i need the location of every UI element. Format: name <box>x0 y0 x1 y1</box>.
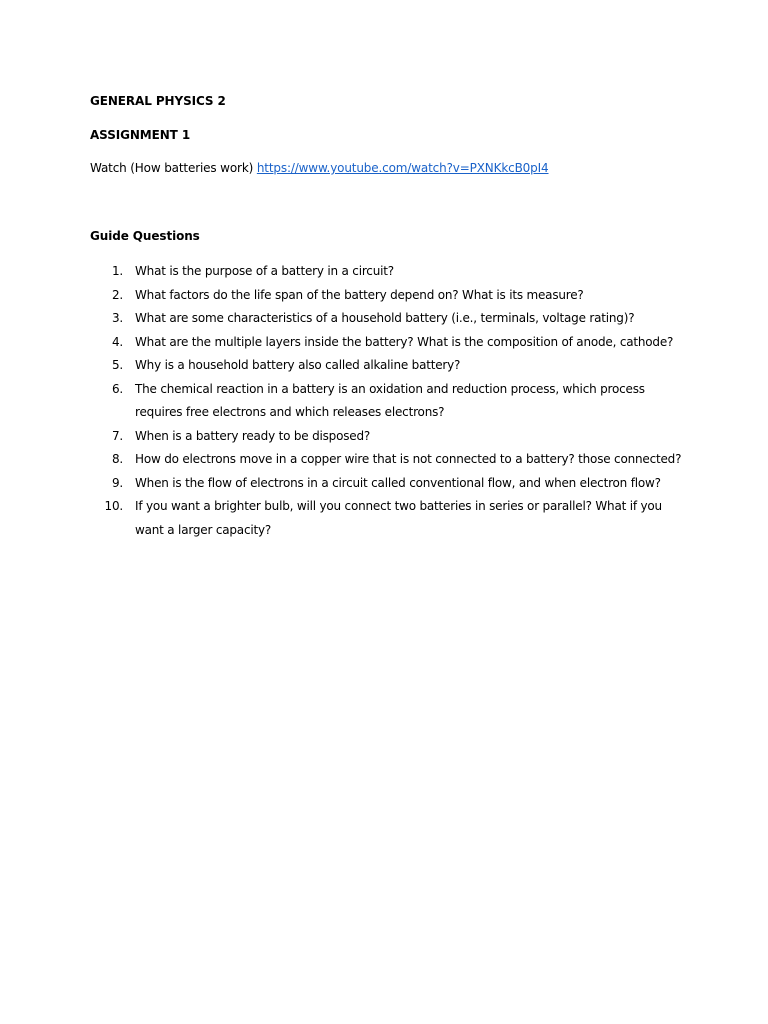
assignment-title: ASSIGNMENT 1 <box>90 128 191 142</box>
question-number: 9. <box>111 475 123 490</box>
question-item <box>90 378 690 425</box>
question-text: What are the multiple layers inside the battery? What is the composition of anode, cathode? <box>135 334 674 349</box>
question-number: 3. <box>111 311 123 325</box>
question-text: What is the purpose of a battery in a circuit? <box>135 264 394 278</box>
question-number: 4. <box>111 334 123 349</box>
question-text: If you want a brighter bulb, will you connect two batteries in series or parallel? What if you want a larger capacity? <box>135 499 662 537</box>
question-text: Why is a household battery also called alkaline battery? <box>135 358 461 372</box>
question-text: When is the flow of electrons in a circuit called conventional flow, and when electron flow? <box>135 475 661 490</box>
question-number: 10. <box>104 499 123 513</box>
question-item <box>90 331 690 355</box>
guide-questions-list <box>90 260 690 542</box>
question-text: What factors do the life span of the battery depend on? What is its measure? <box>135 287 584 302</box>
watch-prefix: Watch (How batteries work) <box>90 161 257 175</box>
question-text: What are some characteristics of a household battery (i.e., terminals, voltage rating)? <box>135 311 635 325</box>
question-number: 1. <box>111 264 123 278</box>
question-item <box>90 495 690 542</box>
question-number: 6. <box>111 381 123 396</box>
question-item <box>90 472 690 496</box>
guide-questions-heading: Guide Questions <box>90 229 200 243</box>
question-item <box>90 307 690 331</box>
question-item <box>90 354 690 378</box>
video-link[interactable]: https://www.youtube.com/watch?v=PXNKkcB0pI4 <box>256 161 549 175</box>
question-text: How do electrons move in a copper wire that is not connected to a battery? those connected? <box>135 452 682 466</box>
question-number: 7. <box>111 428 123 443</box>
document-title: GENERAL PHYSICS 2 <box>90 94 226 108</box>
question-item <box>90 425 690 449</box>
question-text: When is a battery ready to be disposed? <box>135 428 371 443</box>
question-item <box>90 284 690 308</box>
question-text: The chemical reaction in a battery is an oxidation and reduction process, which process requires free electrons and which releases electrons? <box>135 381 645 419</box>
question-item <box>90 448 690 472</box>
question-item <box>90 260 690 284</box>
question-number: 2. <box>111 287 123 302</box>
question-number: 5. <box>111 358 123 372</box>
question-number: 8. <box>111 452 123 466</box>
watch-instruction <box>90 160 549 176</box>
